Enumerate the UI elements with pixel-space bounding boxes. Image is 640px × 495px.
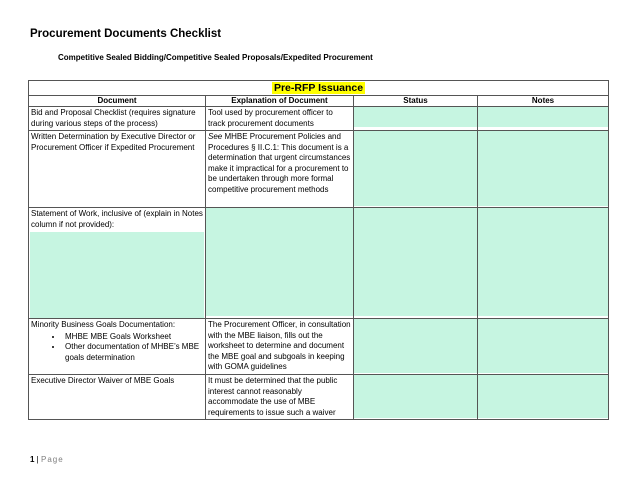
- explanation-cell[interactable]: [206, 208, 354, 319]
- column-header-row: [29, 96, 609, 107]
- explanation-cell: [206, 107, 354, 131]
- table-row: [29, 319, 609, 375]
- section-header: [29, 81, 609, 96]
- explanation-field[interactable]: [206, 208, 353, 316]
- document-cell: [29, 208, 206, 319]
- table-row: [29, 131, 609, 208]
- page-number: 1: [30, 455, 35, 464]
- notes-cell[interactable]: [478, 107, 609, 131]
- notes-field[interactable]: [478, 107, 608, 127]
- document-text: Statement of Work, inclusive of (explain in Notes column if not provided):: [31, 209, 203, 229]
- document-cell: [29, 375, 206, 420]
- status-field[interactable]: [354, 319, 477, 373]
- status-field[interactable]: [354, 208, 477, 316]
- explanation-text: It must be determined that the public interest cannot reasonably accommodate the use of MBE requirements to issue such a waiver: [208, 376, 338, 417]
- notes-field[interactable]: [478, 131, 608, 206]
- column-header-status: Status: [354, 96, 478, 107]
- explanation-text: Tool used by procurement officer to track procurement documents: [208, 108, 333, 128]
- explanation-prefix: See: [208, 132, 223, 141]
- document-text: Executive Director Waiver of MBE Goals: [31, 376, 175, 385]
- status-cell[interactable]: [354, 131, 478, 208]
- page-subtitle: Competitive Sealed Bidding/Competitive Sealed Proposals/Expedited Procurement: [58, 53, 373, 62]
- notes-cell[interactable]: [478, 131, 609, 208]
- document-text: Written Determination by Executive Director or Procurement Officer if Expedited Procurement: [31, 132, 196, 152]
- explanation-cell: [206, 131, 354, 208]
- notes-cell[interactable]: [478, 208, 609, 319]
- status-cell[interactable]: [354, 319, 478, 375]
- explanation-text: The Procurement Officer, in consultation with the MBE liaison, fills out the worksheet to determine and document the MBE goal and subgoals in keeping with GOMA guidelines: [208, 320, 351, 371]
- notes-field[interactable]: [478, 208, 608, 316]
- document-text: Minority Business Goals Documentation:: [31, 320, 176, 329]
- page-title: Procurement Documents Checklist: [30, 28, 222, 40]
- document-cell: [29, 131, 206, 208]
- explanation-text: MHBE Procurement Policies and Procedures § II.C.1: This document is a determination that urgent circumstances make it impractical for a procurement to be undertaken through more formal competitive procurement methods: [208, 132, 351, 194]
- table-row: [29, 107, 609, 131]
- column-header-explanation: Explanation of Document: [206, 96, 354, 107]
- status-cell[interactable]: [354, 375, 478, 420]
- mbe-document-list: [29, 332, 205, 364]
- section-title: Pre-RFP Issuance: [273, 81, 364, 94]
- explanation-cell: [206, 375, 354, 420]
- page-label: Page: [40, 455, 64, 464]
- checklist-table: [28, 80, 609, 420]
- notes-cell[interactable]: [478, 319, 609, 375]
- explanation-cell: [206, 319, 354, 375]
- explanation-text-wrap: [206, 131, 353, 196]
- column-header-notes: Notes: [478, 96, 609, 107]
- status-cell[interactable]: [354, 107, 478, 131]
- status-field[interactable]: [354, 131, 477, 206]
- notes-field[interactable]: [478, 375, 608, 418]
- column-header-document: Document: [29, 96, 206, 107]
- document-cell: [29, 107, 206, 131]
- table-row: [29, 375, 609, 420]
- status-cell[interactable]: [354, 208, 478, 319]
- list-item: • MHBE MBE Goals Worksheet: [63, 332, 205, 343]
- document-text: Bid and Proposal Checklist (requires signature during various steps of the process): [31, 108, 196, 128]
- table-row: [29, 208, 609, 319]
- status-field[interactable]: [354, 375, 477, 418]
- sow-details-field[interactable]: [30, 232, 204, 318]
- notes-cell[interactable]: [478, 375, 609, 420]
- page-footer: [30, 455, 64, 464]
- list-item: • Other documentation of MHBE’s MBE goals determination: [63, 342, 205, 363]
- document-cell: [29, 319, 206, 375]
- section-header-row: [29, 81, 609, 96]
- footer-separator: |: [34, 455, 41, 464]
- status-field[interactable]: [354, 107, 477, 127]
- notes-field[interactable]: [478, 319, 608, 373]
